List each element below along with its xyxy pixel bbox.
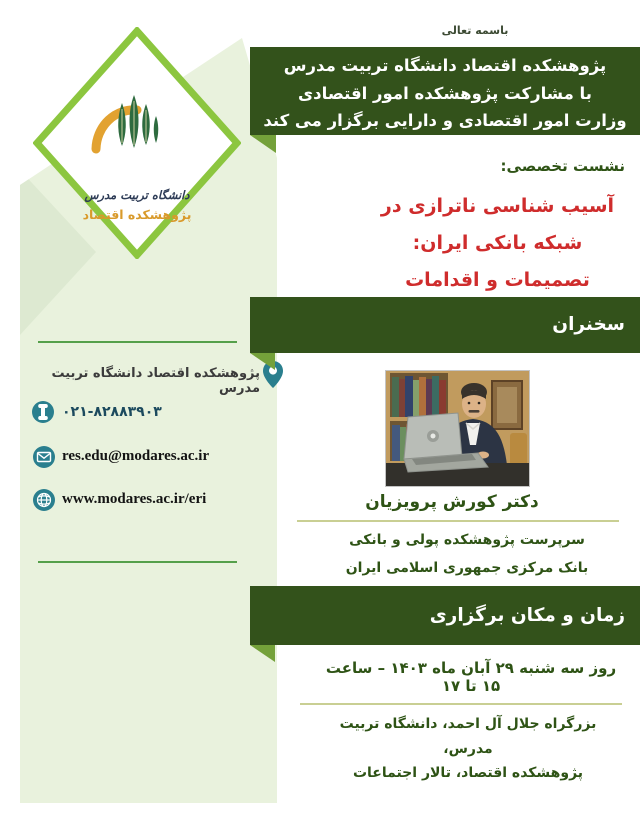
header-line-2: با مشارکت پژوهشکده امور اقتصادی (298, 83, 592, 103)
contact-email: res.edu@modares.ac.ir (62, 448, 210, 464)
phone-icon (31, 400, 55, 424)
logo-institute-name: پژوهشکده اقتصاد (82, 207, 192, 222)
email-icon (32, 445, 56, 469)
header-line-1: پژوهشکده اقتصاد دانشگاه تربیت مدرس (283, 56, 607, 75)
speaker-role-line-2: بانک مرکزی جمهوری اسلامی ایران (345, 559, 589, 576)
speaker-roles (337, 527, 597, 582)
event-address (320, 712, 616, 786)
event-address-line-2: پژوهشکده اقتصاد، تالار اجتماعات (352, 765, 584, 781)
chair-back (510, 433, 527, 467)
event-address-line-1: بزرگراه جلال آل احمد، دانشگاه تربیت مدرس، (339, 716, 597, 757)
session-title-line-2: تصمیمات و اقدامات (405, 269, 590, 291)
globe-icon (32, 488, 56, 512)
session-type-label: نشست تخصصی: (500, 157, 625, 175)
divider-under-date (300, 703, 622, 705)
sidebar-divider-top (38, 341, 237, 343)
university-logo (33, 27, 241, 259)
contact-address: پژوهشکده اقتصاد دانشگاه تربیت مدرس (51, 366, 260, 396)
books-top-shelf (392, 376, 446, 417)
contact-phone: ۰۲۱-۸۲۸۸۳۹۰۳ (62, 404, 162, 420)
header-line-3: وزارت امور اقتصادی و دارایی برگزار می کند (263, 111, 627, 130)
session-title-line-1: آسیب شناسی ناترازی در شبکه بانکی ایران: (380, 195, 615, 254)
speaker-photo-scene (386, 371, 529, 486)
session-title (355, 188, 640, 299)
speaker-photo (385, 370, 530, 487)
speaker-role-line-1: سرپرست پژوهشکده پولی و بانکی (349, 532, 585, 548)
bismillah-text: باسمه تعالی (441, 24, 509, 37)
speakers-band: سخنران (250, 297, 640, 353)
contact-website: www.modares.ac.ir/eri (62, 491, 207, 507)
sidebar-divider-bottom (38, 561, 237, 563)
venue-band: زمان و مکان برگزاری (250, 586, 640, 645)
header-band (250, 47, 640, 135)
logo-university-name: دانشگاه تربیت مدرس (84, 188, 190, 202)
event-datetime: روز سه شنبه ۲۹ آبان ماه ۱۴۰۳ – ساعت ۱۵ تا ۱۷ (325, 659, 617, 695)
divider-under-name (297, 520, 619, 522)
speaker-name: دکتر کورش پرویزیان (365, 492, 539, 512)
